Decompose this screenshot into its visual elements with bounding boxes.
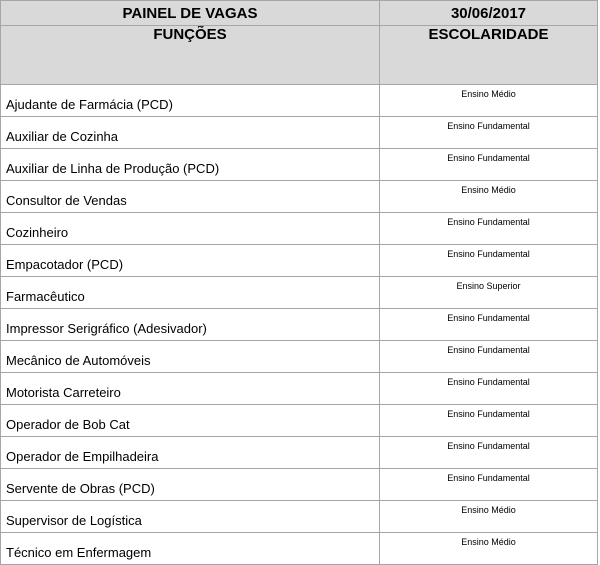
table-row [1,405,598,437]
column-header-funcoes: FUNÇÕES [1,26,380,85]
panel-date: 30/06/2017 [380,1,598,26]
table-row [1,85,598,117]
cell-funcao: Motorista Carreteiro [1,373,380,405]
cell-escolaridade: Ensino Fundamental [380,149,598,181]
cell-funcao: Mecânico de Automóveis [1,341,380,373]
table-row [1,309,598,341]
table-row [1,533,598,565]
cell-escolaridade: Ensino Médio [380,533,598,565]
cell-escolaridade: Ensino Fundamental [380,405,598,437]
cell-escolaridade: Ensino Superior [380,277,598,309]
cell-escolaridade: Ensino Fundamental [380,213,598,245]
table-row [1,245,598,277]
cell-funcao: Farmacêutico [1,277,380,309]
table-row [1,501,598,533]
cell-funcao: Cozinheiro [1,213,380,245]
table-row [1,469,598,501]
table-row [1,117,598,149]
cell-escolaridade: Ensino Médio [380,501,598,533]
table-row [1,341,598,373]
table-body [1,85,598,565]
table-row [1,373,598,405]
cell-funcao: Ajudante de Farmácia (PCD) [1,85,380,117]
cell-escolaridade: Ensino Fundamental [380,309,598,341]
cell-escolaridade: Ensino Fundamental [380,117,598,149]
cell-escolaridade: Ensino Médio [380,85,598,117]
cell-funcao: Empacotador (PCD) [1,245,380,277]
cell-funcao: Operador de Empilhadeira [1,437,380,469]
cell-funcao: Operador de Bob Cat [1,405,380,437]
header-row-columns [1,26,598,85]
cell-funcao: Impressor Serigráfico (Adesivador) [1,309,380,341]
table-row [1,437,598,469]
cell-escolaridade: Ensino Fundamental [380,437,598,469]
table-row [1,277,598,309]
cell-funcao: Auxiliar de Cozinha [1,117,380,149]
cell-escolaridade: Ensino Fundamental [380,341,598,373]
cell-escolaridade: Ensino Fundamental [380,245,598,277]
cell-funcao: Supervisor de Logística [1,501,380,533]
table-row [1,149,598,181]
table-row [1,213,598,245]
cell-funcao: Consultor de Vendas [1,181,380,213]
cell-funcao: Técnico em Enfermagem [1,533,380,565]
cell-escolaridade: Ensino Fundamental [380,469,598,501]
table-row [1,181,598,213]
column-header-escolaridade: ESCOLARIDADE [380,26,598,85]
panel-title: PAINEL DE VAGAS [1,1,380,26]
cell-funcao: Servente de Obras (PCD) [1,469,380,501]
header-row-title [1,1,598,26]
cell-escolaridade: Ensino Fundamental [380,373,598,405]
cell-funcao: Auxiliar de Linha de Produção (PCD) [1,149,380,181]
cell-escolaridade: Ensino Médio [380,181,598,213]
